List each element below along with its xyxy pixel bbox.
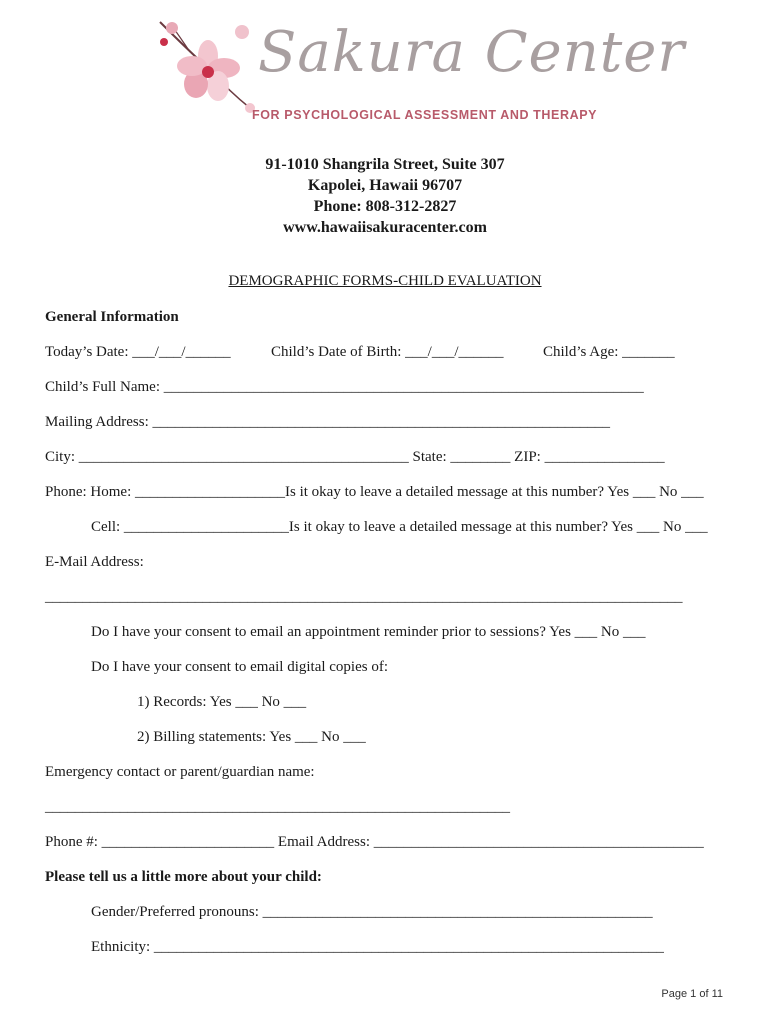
ethnicity-field[interactable]: Ethnicity: ____________________________________________________________________ [91,939,664,955]
phone-number: Phone: 808-312-2827 [313,198,457,215]
emergency-contact-field[interactable]: ______________________________________________________________ [45,799,510,815]
gender-pronouns-field[interactable]: Gender/Preferred pronouns: ____________________________________________________ [91,904,653,920]
form-title: DEMOGRAPHIC FORMS-CHILD EVALUATION [228,273,542,289]
cherry-blossom-icon [150,12,260,122]
emergency-contact-label: Emergency contact or parent/guardian name: [45,764,315,780]
consent-digital-label: Do I have your consent to email digital copies of: [91,659,389,675]
email-label: E-Mail Address: [45,554,144,570]
phone-home-field[interactable]: Phone: Home: ____________________Is it okay to leave a detailed message at this number? Yes ___ No ___ [45,484,704,500]
mailing-address-field[interactable]: Mailing Address: _____________________________________________________________ [45,414,610,430]
address-line2: Kapolei, Hawaii 96707 [307,177,463,194]
todays-date-field[interactable]: Today’s Date: ___/___/______ [45,344,231,360]
emergency-phone-email-field[interactable]: Phone #: _______________________ Email Address: ____________________________________________ [45,834,704,850]
phone-cell-field[interactable]: Cell: ______________________Is it okay to leave a detailed message at this number? Yes ___ No ___ [91,519,708,535]
logo-title: Sakura Center [258,20,686,85]
billing-consent-field[interactable]: 2) Billing statements: Yes ___ No ___ [137,729,366,745]
child-info-heading: Please tell us a little more about your child: [45,869,322,885]
page-number: Page 1 of 11 [661,988,723,1000]
address-line1: 91-1010 Shangrila Street, Suite 307 [265,156,505,173]
child-full-name-field[interactable]: Child’s Full Name: ________________________________________________________________ [45,379,644,395]
logo-tagline: FOR PSYCHOLOGICAL ASSESSMENT AND THERAPY [252,108,598,122]
general-info-heading: General Information [45,309,179,325]
child-age-field[interactable]: Child’s Age: _______ [543,344,675,360]
email-field[interactable]: _____________________________________________________________________________________ [45,589,683,605]
records-consent-field[interactable]: 1) Records: Yes ___ No ___ [137,694,307,710]
child-dob-field[interactable]: Child’s Date of Birth: ___/___/______ [271,344,504,360]
consent-reminder-field[interactable]: Do I have your consent to email an appointment reminder prior to sessions? Yes ___ No ___ [91,624,646,640]
city-state-zip-field[interactable]: City: ____________________________________________ State: ________ ZIP: ________________ [45,449,665,465]
website: www.hawaiisakuracenter.com [283,219,487,236]
